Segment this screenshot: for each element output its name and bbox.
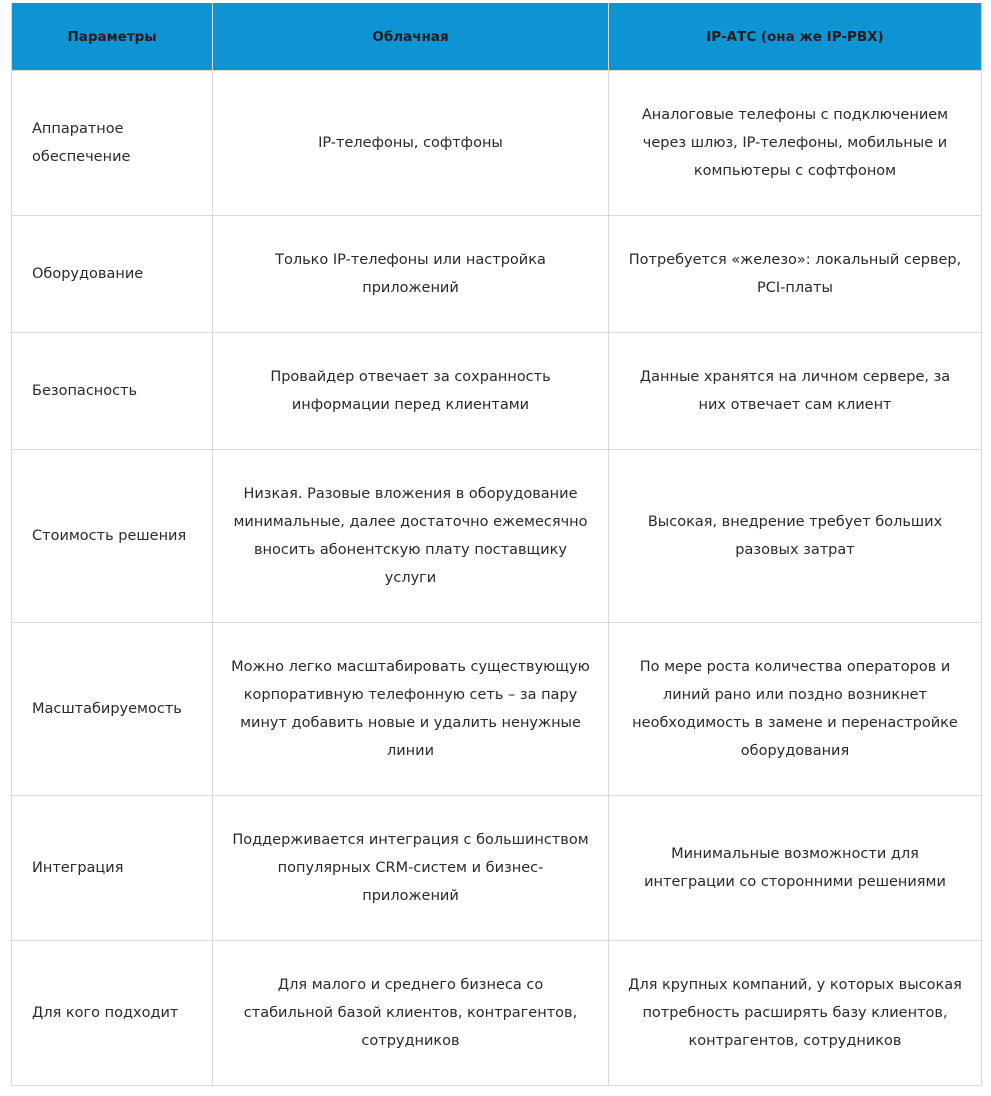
comparison-table	[11, 3, 982, 1086]
table-row	[12, 941, 982, 1086]
cloud-cell: Низкая. Разовые вложения в оборудование минимальные, далее достаточно ежемесячно вносить абонентскую плату поставщику услуги	[213, 450, 609, 623]
header-parameters: Параметры	[12, 3, 213, 71]
table-row	[12, 796, 982, 941]
ippbx-cell: Данные хранятся на личном сервере, за них отвечает сам клиент	[609, 333, 982, 450]
ippbx-cell: По мере роста количества операторов и линий рано или поздно возникнет необходимость в замене и перенастройке оборудования	[609, 623, 982, 796]
ippbx-cell: Минимальные возможности для интеграции со сторонними решениями	[609, 796, 982, 941]
header-row	[12, 3, 982, 71]
table-row	[12, 71, 982, 216]
param-cell: Оборудование	[12, 216, 213, 333]
cloud-cell: IP-телефоны, софтфоны	[213, 71, 609, 216]
ippbx-cell: Для крупных компаний, у которых высокая потребность расширять базу клиентов, контрагентов, сотрудников	[609, 941, 982, 1086]
table-row	[12, 623, 982, 796]
ippbx-cell: Потребуется «железо»: локальный сервер, PCI-платы	[609, 216, 982, 333]
header-cloud: Облачная	[213, 3, 609, 71]
param-cell: Стоимость решения	[12, 450, 213, 623]
cloud-cell: Только IP-телефоны или настройка приложений	[213, 216, 609, 333]
param-cell: Масштабируемость	[12, 623, 213, 796]
table-row	[12, 216, 982, 333]
table-row	[12, 450, 982, 623]
param-cell: Интеграция	[12, 796, 213, 941]
param-cell: Для кого подходит	[12, 941, 213, 1086]
cloud-cell: Для малого и среднего бизнеса со стабильной базой клиентов, контрагентов, сотрудников	[213, 941, 609, 1086]
param-cell: Безопасность	[12, 333, 213, 450]
header-ip-pbx: IP-АТС (она же IP-PBX)	[609, 3, 982, 71]
param-cell: Аппаратное обеспечение	[12, 71, 213, 216]
ippbx-cell: Высокая, внедрение требует больших разовых затрат	[609, 450, 982, 623]
ippbx-cell: Аналоговые телефоны с подключением через шлюз, IP-телефоны, мобильные и компьютеры с софтфоном	[609, 71, 982, 216]
table-row	[12, 333, 982, 450]
cloud-cell: Поддерживается интеграция с большинством популярных CRM-систем и бизнес-приложений	[213, 796, 609, 941]
cloud-cell: Можно легко масштабировать существующую корпоративную телефонную сеть – за пару минут добавить новые и удалить ненужные линии	[213, 623, 609, 796]
cloud-cell: Провайдер отвечает за сохранность информации перед клиентами	[213, 333, 609, 450]
